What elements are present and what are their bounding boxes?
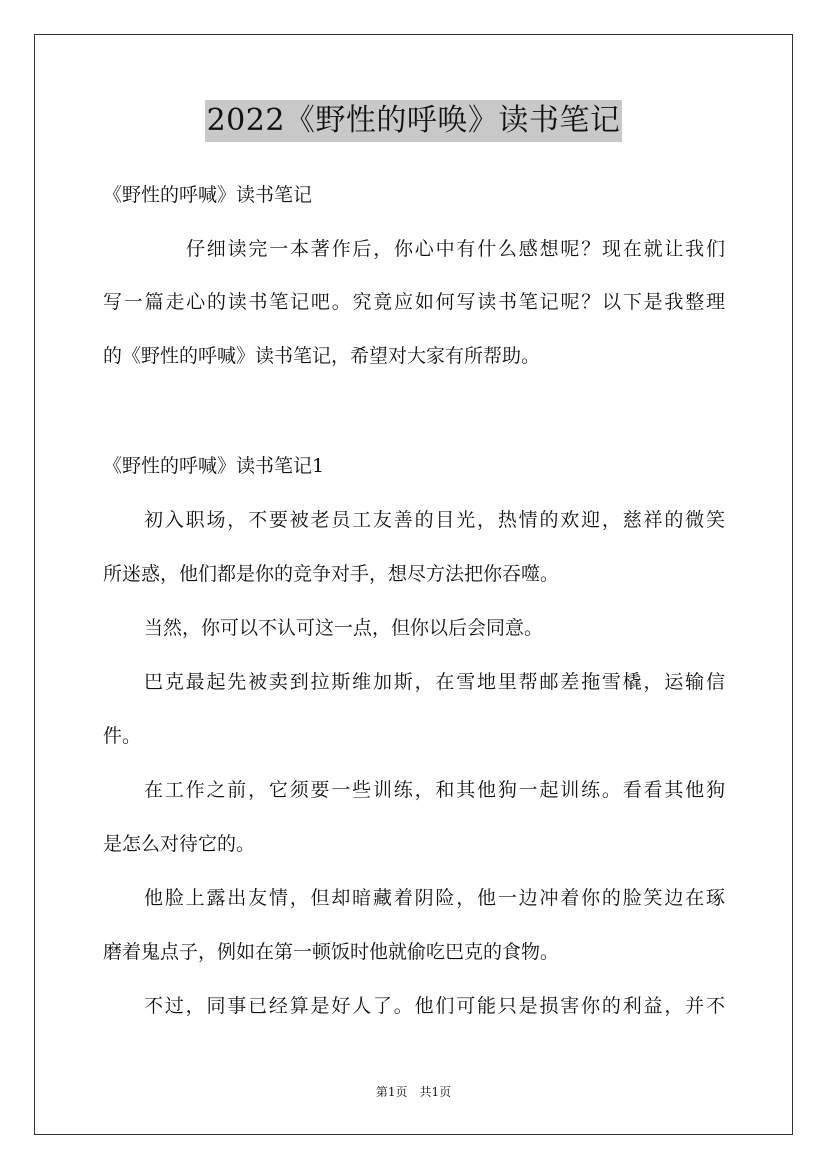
intro-line-3: 的《野性的呼喊》读书笔记，希望对大家有所帮助。	[103, 345, 541, 367]
intro-line-1: 仔细读完一本著作后，你心中有什么感想呢？现在就让我们	[186, 238, 725, 260]
body-line-4: 巴克最起先被卖到拉斯维加斯，在雪地里帮邮差拖雪橇，运输信	[144, 671, 725, 693]
body-line-1: 初入职场，不要被老员工友善的目光，热情的欢迎，慈祥的微笑	[144, 509, 725, 531]
subtitle: 《野性的呼喊》读书笔记	[103, 184, 313, 206]
body-line-6: 在工作之前，它须要一些训练，和其他狗一起训练。看看其他狗	[144, 779, 725, 801]
body-line-9: 磨着鬼点子，例如在第一顿饭时他就偷吃巴克的食物。	[103, 941, 560, 963]
section-heading: 《野性的呼喊》读书笔记1	[103, 455, 325, 477]
body-line-8: 他脸上露出友情，但却暗藏着阴险，他一边冲着你的脸笑边在琢	[144, 887, 725, 909]
document-title: 2022《野性的呼唤》读书笔记	[205, 100, 623, 142]
body-line-3: 当然，你可以不认可这一点，但你以后会同意。	[144, 617, 544, 639]
body-line-5: 件。	[103, 725, 142, 747]
page-footer: 第1页 共1页	[375, 1085, 452, 1099]
body-line-7: 是怎么对待它的。	[103, 833, 256, 855]
body-line-10: 不过，同事已经算是好人了。他们可能只是损害你的利益，并不	[144, 995, 725, 1017]
body-line-2: 所迷惑，他们都是你的竞争对手，想尽方法把你吞噬。	[103, 563, 560, 585]
title-container	[0, 100, 827, 142]
intro-line-2: 写一篇走心的读书笔记吧。究竟应如何写读书笔记呢？以下是我整理	[103, 291, 725, 313]
